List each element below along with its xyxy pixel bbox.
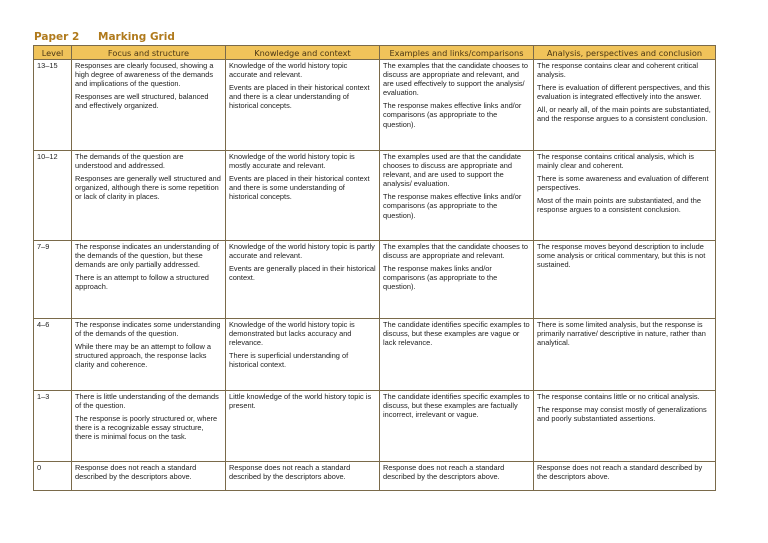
descriptor-text: There is an attempt to follow a structured approach. <box>75 273 209 292</box>
focus-cell <box>72 60 226 151</box>
column-header-examples: Examples and links/comparisons <box>380 46 534 60</box>
examples-cell <box>380 319 534 391</box>
examples-cell <box>380 462 534 491</box>
level-cell: 10–12 <box>34 151 72 241</box>
descriptor-text: Knowledge of the world history topic is mostly accurate and relevant. <box>229 152 355 171</box>
descriptor-text: The response makes links and/or comparisons (as appropriate to the question). <box>383 264 498 292</box>
grid-title: Marking Grid <box>98 31 175 43</box>
column-header-focus: Focus and structure <box>72 46 226 60</box>
descriptor-text: The candidate identifies specific examples to discuss, but these examples are factually incorrect, irrelevant or vague. <box>383 392 530 420</box>
table-row <box>34 60 716 151</box>
descriptor-text: Responses are clearly focused, showing a high degree of awareness of the demands and implications of the question. <box>75 61 214 89</box>
knowledge-cell <box>226 319 380 391</box>
descriptor-text: Response does not reach a standard described by the descriptors above. <box>229 463 351 482</box>
focus-cell <box>72 391 226 462</box>
table-row <box>34 462 716 491</box>
paper-label: Paper 2 <box>34 31 80 43</box>
descriptor-text: Most of the main points are substantiated, and the response argues to a consistent conclusion. <box>537 196 701 215</box>
table-row <box>34 319 716 391</box>
knowledge-cell <box>226 241 380 319</box>
descriptor-text: While there may be an attempt to follow a structured approach, the response lacks clarity and coherence. <box>75 342 211 370</box>
descriptor-text: The demands of the question are understood and addressed. <box>75 152 184 171</box>
descriptor-text: Knowledge of the world history topic accurate and relevant. <box>229 61 348 80</box>
descriptor-text: The response may consist mostly of generalizations and poorly substantiated assertions. <box>537 405 707 424</box>
examples-cell <box>380 151 534 241</box>
analysis-cell <box>534 391 716 462</box>
analysis-cell <box>534 319 716 391</box>
analysis-cell <box>534 241 716 319</box>
descriptor-text: Events are placed in their historical context and there is a clear understanding of historical concepts. <box>229 83 370 111</box>
descriptor-text: Responses are well structured, balanced and effectively organized. <box>75 92 209 111</box>
knowledge-cell <box>226 391 380 462</box>
column-header-level: Level <box>34 46 72 60</box>
knowledge-cell <box>226 151 380 241</box>
knowledge-cell <box>226 60 380 151</box>
analysis-cell <box>534 60 716 151</box>
level-cell: 1–3 <box>34 391 72 462</box>
examples-cell <box>380 391 534 462</box>
descriptor-text: Knowledge of the world history topic is demonstrated but lacks accuracy and relevance. <box>229 320 355 348</box>
descriptor-text: The response contains little or no critical analysis. <box>537 392 700 401</box>
focus-cell <box>72 151 226 241</box>
descriptor-text: There is some limited analysis, but the response is primarily narrative/ descriptive in nature, rather than analytical. <box>537 320 706 348</box>
descriptor-text: All, or nearly all, of the main points are substantiated, and the response argues to a consistent conclusion. <box>537 105 711 124</box>
descriptor-text: Responses are generally well structured and organized, although there is some repetition or lack of clarity in places. <box>75 174 221 202</box>
descriptor-text: The response moves beyond description to include some analysis or critical commentary, but this is not sustained. <box>537 242 706 270</box>
level-cell: 0 <box>34 462 72 491</box>
column-header-knowledge: Knowledge and context <box>226 46 380 60</box>
descriptor-text: Events are placed in their historical context and there is some understanding of historical concepts. <box>229 174 370 202</box>
descriptor-text: The response contains clear and coherent critical analysis. <box>537 61 699 80</box>
focus-cell <box>72 241 226 319</box>
descriptor-text: The response is poorly structured or, where there is a recognizable essay structure, there is minimal focus on the task. <box>75 414 218 442</box>
descriptor-text: The response makes effective links and/or comparisons (as appropriate to the question). <box>383 192 522 220</box>
descriptor-text: The response indicates some understanding of the demands of the question. <box>75 320 221 339</box>
descriptor-text: The examples used are that the candidate chooses to discuss are appropriate and relevant, and are used to support the analysis/ evaluation. <box>383 152 522 189</box>
level-cell: 7–9 <box>34 241 72 319</box>
focus-cell <box>72 462 226 491</box>
descriptor-text: The examples that the candidate chooses to discuss are appropriate and relevant, and are used effectively to support the analysis/ evaluation. <box>383 61 529 98</box>
descriptor-text: Response does not reach a standard described by the descriptors above. <box>537 463 703 482</box>
column-header-analysis: Analysis, perspectives and conclusion <box>534 46 716 60</box>
descriptor-text: The response makes effective links and/or comparisons (as appropriate to the question). <box>383 101 522 129</box>
marking-grid-table <box>33 45 716 491</box>
focus-cell <box>72 319 226 391</box>
descriptor-text: There is some awareness and evaluation of different perspectives. <box>537 174 709 193</box>
descriptor-text: The examples that the candidate chooses to discuss are appropriate and relevant. <box>383 242 529 261</box>
descriptor-text: The response indicates an understanding of the demands of the question, but these demands are only partially addressed. <box>75 242 219 270</box>
level-cell: 13–15 <box>34 60 72 151</box>
descriptor-text: The candidate identifies specific examples to discuss, but these examples are vague or lack relevance. <box>383 320 530 348</box>
descriptor-text: Knowledge of the world history topic is partly accurate and relevant. <box>229 242 375 261</box>
descriptor-text: Events are generally placed in their historical context. <box>229 264 376 283</box>
table-header-row <box>34 46 716 60</box>
table-row <box>34 241 716 319</box>
descriptor-text: There is little understanding of the demands of the question. <box>75 392 219 411</box>
examples-cell <box>380 241 534 319</box>
knowledge-cell <box>226 462 380 491</box>
table-row <box>34 391 716 462</box>
table-row <box>34 151 716 241</box>
descriptor-text: Response does not reach a standard described by the descriptors above. <box>383 463 505 482</box>
analysis-cell <box>534 462 716 491</box>
analysis-cell <box>534 151 716 241</box>
examples-cell <box>380 60 534 151</box>
descriptor-text: The response contains critical analysis, which is mainly clear and coherent. <box>537 152 694 171</box>
descriptor-text: Response does not reach a standard described by the descriptors above. <box>75 463 197 482</box>
descriptor-text: There is evaluation of different perspectives, and this evaluation is integrated effectively into the answer. <box>537 83 710 102</box>
level-cell: 4–6 <box>34 319 72 391</box>
descriptor-text: There is superficial understanding of historical context. <box>229 351 349 370</box>
descriptor-text: Little knowledge of the world history topic is present. <box>229 392 372 411</box>
